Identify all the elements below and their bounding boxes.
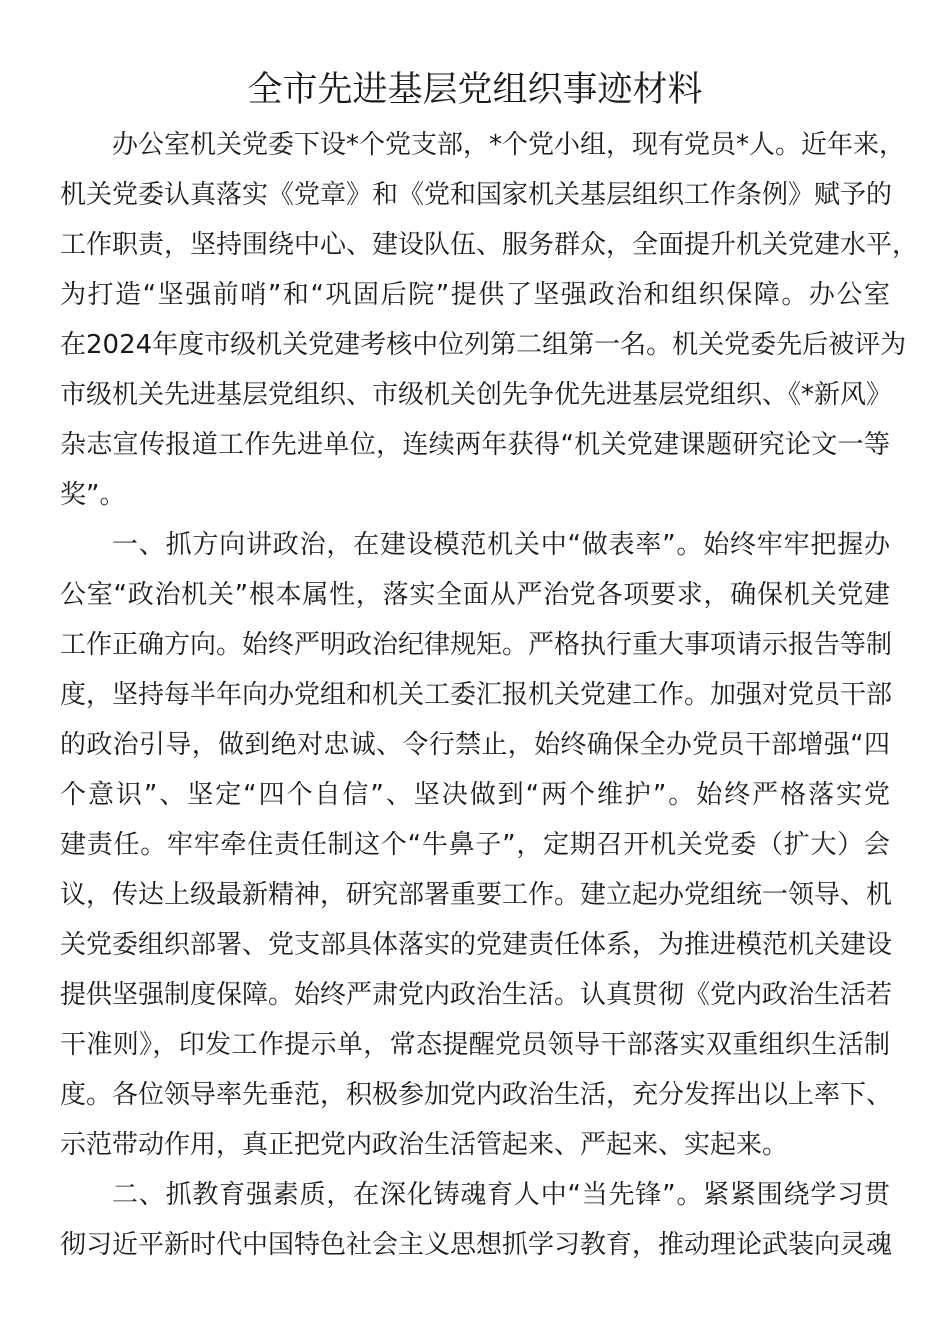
paragraph-line: 在2024年度市级机关党建考核中位列第二组第一名。机关党委先后被评为 bbox=[60, 330, 907, 360]
paragraph-line: 二、抓教育强素质，在深化铸魂育人中“当先锋”。紧紧围绕学习贯 bbox=[112, 1180, 890, 1210]
paragraph-line: 议，传达上级最新精神，研究部署重要工作。建立起办党组统一领导、机 bbox=[60, 880, 893, 910]
paragraph-line: 杂志宣传报道工作先进单位，连续两年获得“机关党建课题研究论文一等 bbox=[60, 430, 890, 460]
paragraph-line: 提供坚强制度保障。始终严肃党内政治生活。认真贯彻《党内政治生活若 bbox=[60, 980, 893, 1010]
paragraph-line: 彻习近平新时代中国特色社会主义思想抓学习教育，推动理论武装向灵魂 bbox=[60, 1230, 893, 1260]
paragraph-line: 建责任。牢牢牵住责任制这个“牛鼻子”，定期召开机关党委（扩大）会 bbox=[60, 830, 890, 860]
document-title: 全市先进基层党组织事迹材料 bbox=[247, 70, 703, 110]
paragraph-line: 度。各位领导率先垂范，积极参加党内政治生活，充分发挥出以上率下、 bbox=[60, 1080, 893, 1110]
paragraph-line: 机关党委认真落实《党章》和《党和国家机关基层组织工作条例》赋予的 bbox=[60, 180, 893, 210]
paragraph-line: 为打造“坚强前哨”和“巩固后院”提供了坚强政治和组织保障。办公室 bbox=[60, 280, 890, 310]
paragraph-line: 工作正确方向。始终严明政治纪律规矩。严格执行重大事项请示报告等制 bbox=[60, 630, 893, 660]
paragraph-line: 公室“政治机关”根本属性，落实全面从严治党各项要求，确保机关党建 bbox=[60, 580, 890, 610]
paragraph-line: 关党委组织部署、党支部具体落实的党建责任体系，为推进模范机关建设 bbox=[60, 930, 893, 960]
paragraph-intro bbox=[60, 120, 919, 520]
paragraph-line: 干准则》，印发工作提示单，常态提醒党员领导干部落实双重组织生活制 bbox=[60, 1030, 890, 1060]
paragraph-line: 一、抓方向讲政治，在建设模范机关中“做表率”。始终牢牢把握办 bbox=[112, 530, 890, 560]
paragraph-line: 工作职责，坚持围绕中心、建设队伍、服务群众，全面提升机关党建水平， bbox=[60, 230, 919, 260]
paragraph-line: 的政治引导，做到绝对忠诚、令行禁止，始终确保全办党员干部增强“四 bbox=[60, 730, 890, 760]
paragraph-line: 奖”。 bbox=[60, 480, 126, 510]
paragraph-line: 示范带动作用，真正把党内政治生活管起来、严起来、实起来。 bbox=[60, 1130, 789, 1160]
paragraph-section-2 bbox=[60, 1170, 893, 1270]
paragraph-section-1 bbox=[60, 520, 893, 1170]
paragraph-line: 办公室机关党委下设*个党支部，*个党小组，现有党员*人。近年来， bbox=[112, 130, 906, 160]
paragraph-line: 市级机关先进基层党组织、市级机关创先争优先进基层党组织、《*新风》 bbox=[60, 380, 893, 410]
paragraph-line: 度，坚持每半年向办党组和机关工委汇报机关党建工作。加强对党员干部 bbox=[60, 680, 893, 710]
paragraph-line: 个意识”、坚定“四个自信”、坚决做到“两个维护”。始终严格落实党 bbox=[60, 780, 890, 810]
